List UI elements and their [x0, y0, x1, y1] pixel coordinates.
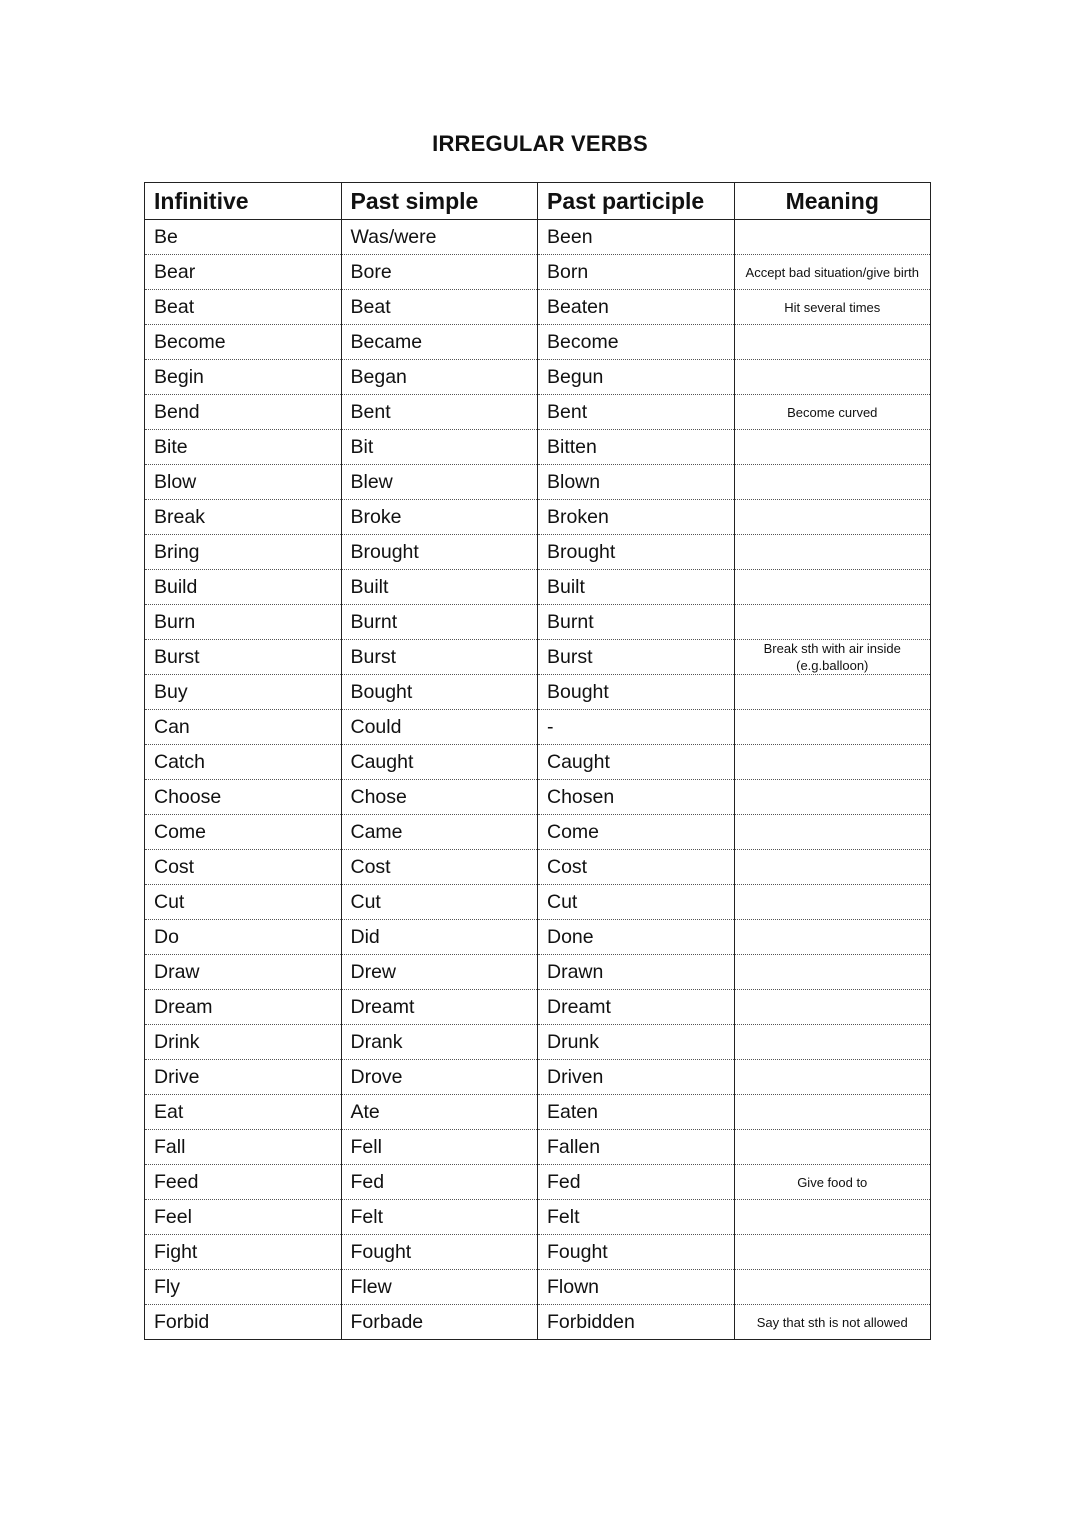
table-row	[145, 675, 931, 710]
table-row	[145, 1305, 931, 1340]
cell-past-participle: Blown	[538, 465, 735, 500]
cell-meaning	[734, 990, 931, 1025]
cell-infinitive: Burn	[145, 605, 342, 640]
cell-meaning	[734, 1025, 931, 1060]
cell-meaning	[734, 675, 931, 710]
cell-past-simple: Bit	[341, 430, 538, 465]
cell-infinitive: Bear	[145, 255, 342, 290]
cell-past-participle: Bitten	[538, 430, 735, 465]
cell-meaning	[734, 1130, 931, 1165]
cell-meaning: Accept bad situation/give birth	[734, 255, 931, 290]
cell-infinitive: Can	[145, 710, 342, 745]
cell-meaning	[734, 325, 931, 360]
cell-past-participle: Fallen	[538, 1130, 735, 1165]
cell-past-simple: Bent	[341, 395, 538, 430]
cell-past-simple: Built	[341, 570, 538, 605]
table-row	[145, 1235, 931, 1270]
cell-past-participle: Felt	[538, 1200, 735, 1235]
cell-meaning	[734, 710, 931, 745]
cell-infinitive: Buy	[145, 675, 342, 710]
cell-past-participle: Forbidden	[538, 1305, 735, 1340]
table-row	[145, 570, 931, 605]
table-row	[145, 1165, 931, 1200]
cell-past-participle: Cut	[538, 885, 735, 920]
cell-meaning	[734, 220, 931, 255]
cell-infinitive: Feed	[145, 1165, 342, 1200]
cell-meaning: Become curved	[734, 395, 931, 430]
cell-past-participle: Become	[538, 325, 735, 360]
table-row	[145, 850, 931, 885]
table-row	[145, 395, 931, 430]
cell-past-participle: Fed	[538, 1165, 735, 1200]
cell-meaning	[734, 850, 931, 885]
table-row	[145, 605, 931, 640]
header-past-simple: Past simple	[341, 183, 538, 220]
cell-past-participle: Eaten	[538, 1095, 735, 1130]
table-row	[145, 990, 931, 1025]
table-row	[145, 465, 931, 500]
cell-past-participle: Bought	[538, 675, 735, 710]
irregular-verbs-table	[144, 182, 931, 1340]
table-row	[145, 745, 931, 780]
cell-past-simple: Blew	[341, 465, 538, 500]
cell-past-participle: Born	[538, 255, 735, 290]
cell-past-participle: Come	[538, 815, 735, 850]
cell-infinitive: Cut	[145, 885, 342, 920]
cell-meaning: Say that sth is not allowed	[734, 1305, 931, 1340]
cell-past-simple: Caught	[341, 745, 538, 780]
cell-infinitive: Be	[145, 220, 342, 255]
cell-past-simple: Ate	[341, 1095, 538, 1130]
table-row	[145, 290, 931, 325]
cell-infinitive: Catch	[145, 745, 342, 780]
cell-meaning	[734, 605, 931, 640]
table-row	[145, 1060, 931, 1095]
table-row	[145, 430, 931, 465]
cell-past-participle: Brought	[538, 535, 735, 570]
header-past-participle: Past participle	[538, 183, 735, 220]
cell-past-participle: -	[538, 710, 735, 745]
cell-meaning	[734, 885, 931, 920]
cell-past-simple: Drew	[341, 955, 538, 990]
table-row	[145, 360, 931, 395]
cell-infinitive: Bring	[145, 535, 342, 570]
header-infinitive: Infinitive	[145, 183, 342, 220]
cell-past-simple: Bore	[341, 255, 538, 290]
cell-past-participle: Begun	[538, 360, 735, 395]
cell-meaning	[734, 780, 931, 815]
cell-past-participle: Cost	[538, 850, 735, 885]
cell-meaning	[734, 535, 931, 570]
table-row	[145, 1095, 931, 1130]
cell-past-simple: Came	[341, 815, 538, 850]
cell-meaning	[734, 465, 931, 500]
table-row	[145, 1270, 931, 1305]
table-row	[145, 1130, 931, 1165]
table-row	[145, 780, 931, 815]
cell-past-participle: Broken	[538, 500, 735, 535]
cell-past-simple: Drove	[341, 1060, 538, 1095]
cell-meaning	[734, 920, 931, 955]
cell-past-simple: Was/were	[341, 220, 538, 255]
cell-past-participle: Done	[538, 920, 735, 955]
cell-meaning: Break sth with air inside (e.g.balloon)	[734, 640, 931, 675]
cell-meaning: Give food to	[734, 1165, 931, 1200]
cell-past-participle: Driven	[538, 1060, 735, 1095]
cell-past-participle: Drawn	[538, 955, 735, 990]
cell-past-participle: Chosen	[538, 780, 735, 815]
cell-past-participle: Beaten	[538, 290, 735, 325]
cell-past-simple: Bought	[341, 675, 538, 710]
cell-past-simple: Flew	[341, 1270, 538, 1305]
table-row	[145, 1200, 931, 1235]
cell-infinitive: Draw	[145, 955, 342, 990]
cell-infinitive: Fall	[145, 1130, 342, 1165]
cell-past-participle: Flown	[538, 1270, 735, 1305]
cell-infinitive: Build	[145, 570, 342, 605]
cell-past-simple: Cost	[341, 850, 538, 885]
cell-past-simple: Fell	[341, 1130, 538, 1165]
table-row	[145, 220, 931, 255]
cell-infinitive: Bite	[145, 430, 342, 465]
cell-infinitive: Choose	[145, 780, 342, 815]
cell-past-simple: Brought	[341, 535, 538, 570]
cell-past-simple: Broke	[341, 500, 538, 535]
table-row	[145, 1025, 931, 1060]
cell-meaning	[734, 1200, 931, 1235]
cell-meaning	[734, 815, 931, 850]
cell-past-simple: Felt	[341, 1200, 538, 1235]
table-body	[145, 220, 931, 1340]
cell-past-participle: Fought	[538, 1235, 735, 1270]
cell-infinitive: Become	[145, 325, 342, 360]
cell-past-participle: Built	[538, 570, 735, 605]
cell-meaning	[734, 745, 931, 780]
cell-infinitive: Blow	[145, 465, 342, 500]
cell-past-simple: Burnt	[341, 605, 538, 640]
table-header-row	[145, 183, 931, 220]
table-row	[145, 255, 931, 290]
cell-past-participle: Drunk	[538, 1025, 735, 1060]
cell-infinitive: Come	[145, 815, 342, 850]
cell-infinitive: Drive	[145, 1060, 342, 1095]
table-row	[145, 500, 931, 535]
table-row	[145, 885, 931, 920]
page-title: IRREGULAR VERBS	[432, 131, 648, 156]
cell-past-simple: Fed	[341, 1165, 538, 1200]
cell-past-participle: Been	[538, 220, 735, 255]
cell-meaning	[734, 360, 931, 395]
cell-past-simple: Became	[341, 325, 538, 360]
table-row	[145, 815, 931, 850]
cell-past-simple: Beat	[341, 290, 538, 325]
cell-past-simple: Fought	[341, 1235, 538, 1270]
table-row	[145, 535, 931, 570]
cell-meaning	[734, 1270, 931, 1305]
cell-past-simple: Began	[341, 360, 538, 395]
cell-past-simple: Chose	[341, 780, 538, 815]
cell-past-simple: Forbade	[341, 1305, 538, 1340]
cell-meaning	[734, 1060, 931, 1095]
cell-past-participle: Caught	[538, 745, 735, 780]
cell-infinitive: Feel	[145, 1200, 342, 1235]
cell-past-participle: Burnt	[538, 605, 735, 640]
cell-past-participle: Bent	[538, 395, 735, 430]
cell-infinitive: Begin	[145, 360, 342, 395]
table-row	[145, 920, 931, 955]
cell-infinitive: Cost	[145, 850, 342, 885]
cell-infinitive: Eat	[145, 1095, 342, 1130]
cell-past-simple: Cut	[341, 885, 538, 920]
cell-meaning	[734, 430, 931, 465]
cell-meaning: Hit several times	[734, 290, 931, 325]
cell-meaning	[734, 1235, 931, 1270]
table-row	[145, 325, 931, 360]
table-row	[145, 710, 931, 745]
cell-past-participle: Burst	[538, 640, 735, 675]
cell-infinitive: Forbid	[145, 1305, 342, 1340]
header-meaning: Meaning	[734, 183, 931, 220]
cell-infinitive: Burst	[145, 640, 342, 675]
cell-infinitive: Beat	[145, 290, 342, 325]
cell-past-simple: Could	[341, 710, 538, 745]
cell-infinitive: Drink	[145, 1025, 342, 1060]
cell-meaning	[734, 500, 931, 535]
cell-past-simple: Did	[341, 920, 538, 955]
cell-infinitive: Dream	[145, 990, 342, 1025]
cell-infinitive: Fly	[145, 1270, 342, 1305]
cell-infinitive: Bend	[145, 395, 342, 430]
cell-past-simple: Burst	[341, 640, 538, 675]
cell-infinitive: Do	[145, 920, 342, 955]
cell-infinitive: Break	[145, 500, 342, 535]
cell-past-participle: Dreamt	[538, 990, 735, 1025]
cell-meaning	[734, 1095, 931, 1130]
cell-meaning	[734, 570, 931, 605]
cell-infinitive: Fight	[145, 1235, 342, 1270]
table-row	[145, 955, 931, 990]
cell-past-simple: Dreamt	[341, 990, 538, 1025]
cell-past-simple: Drank	[341, 1025, 538, 1060]
cell-meaning	[734, 955, 931, 990]
table-row	[145, 640, 931, 675]
